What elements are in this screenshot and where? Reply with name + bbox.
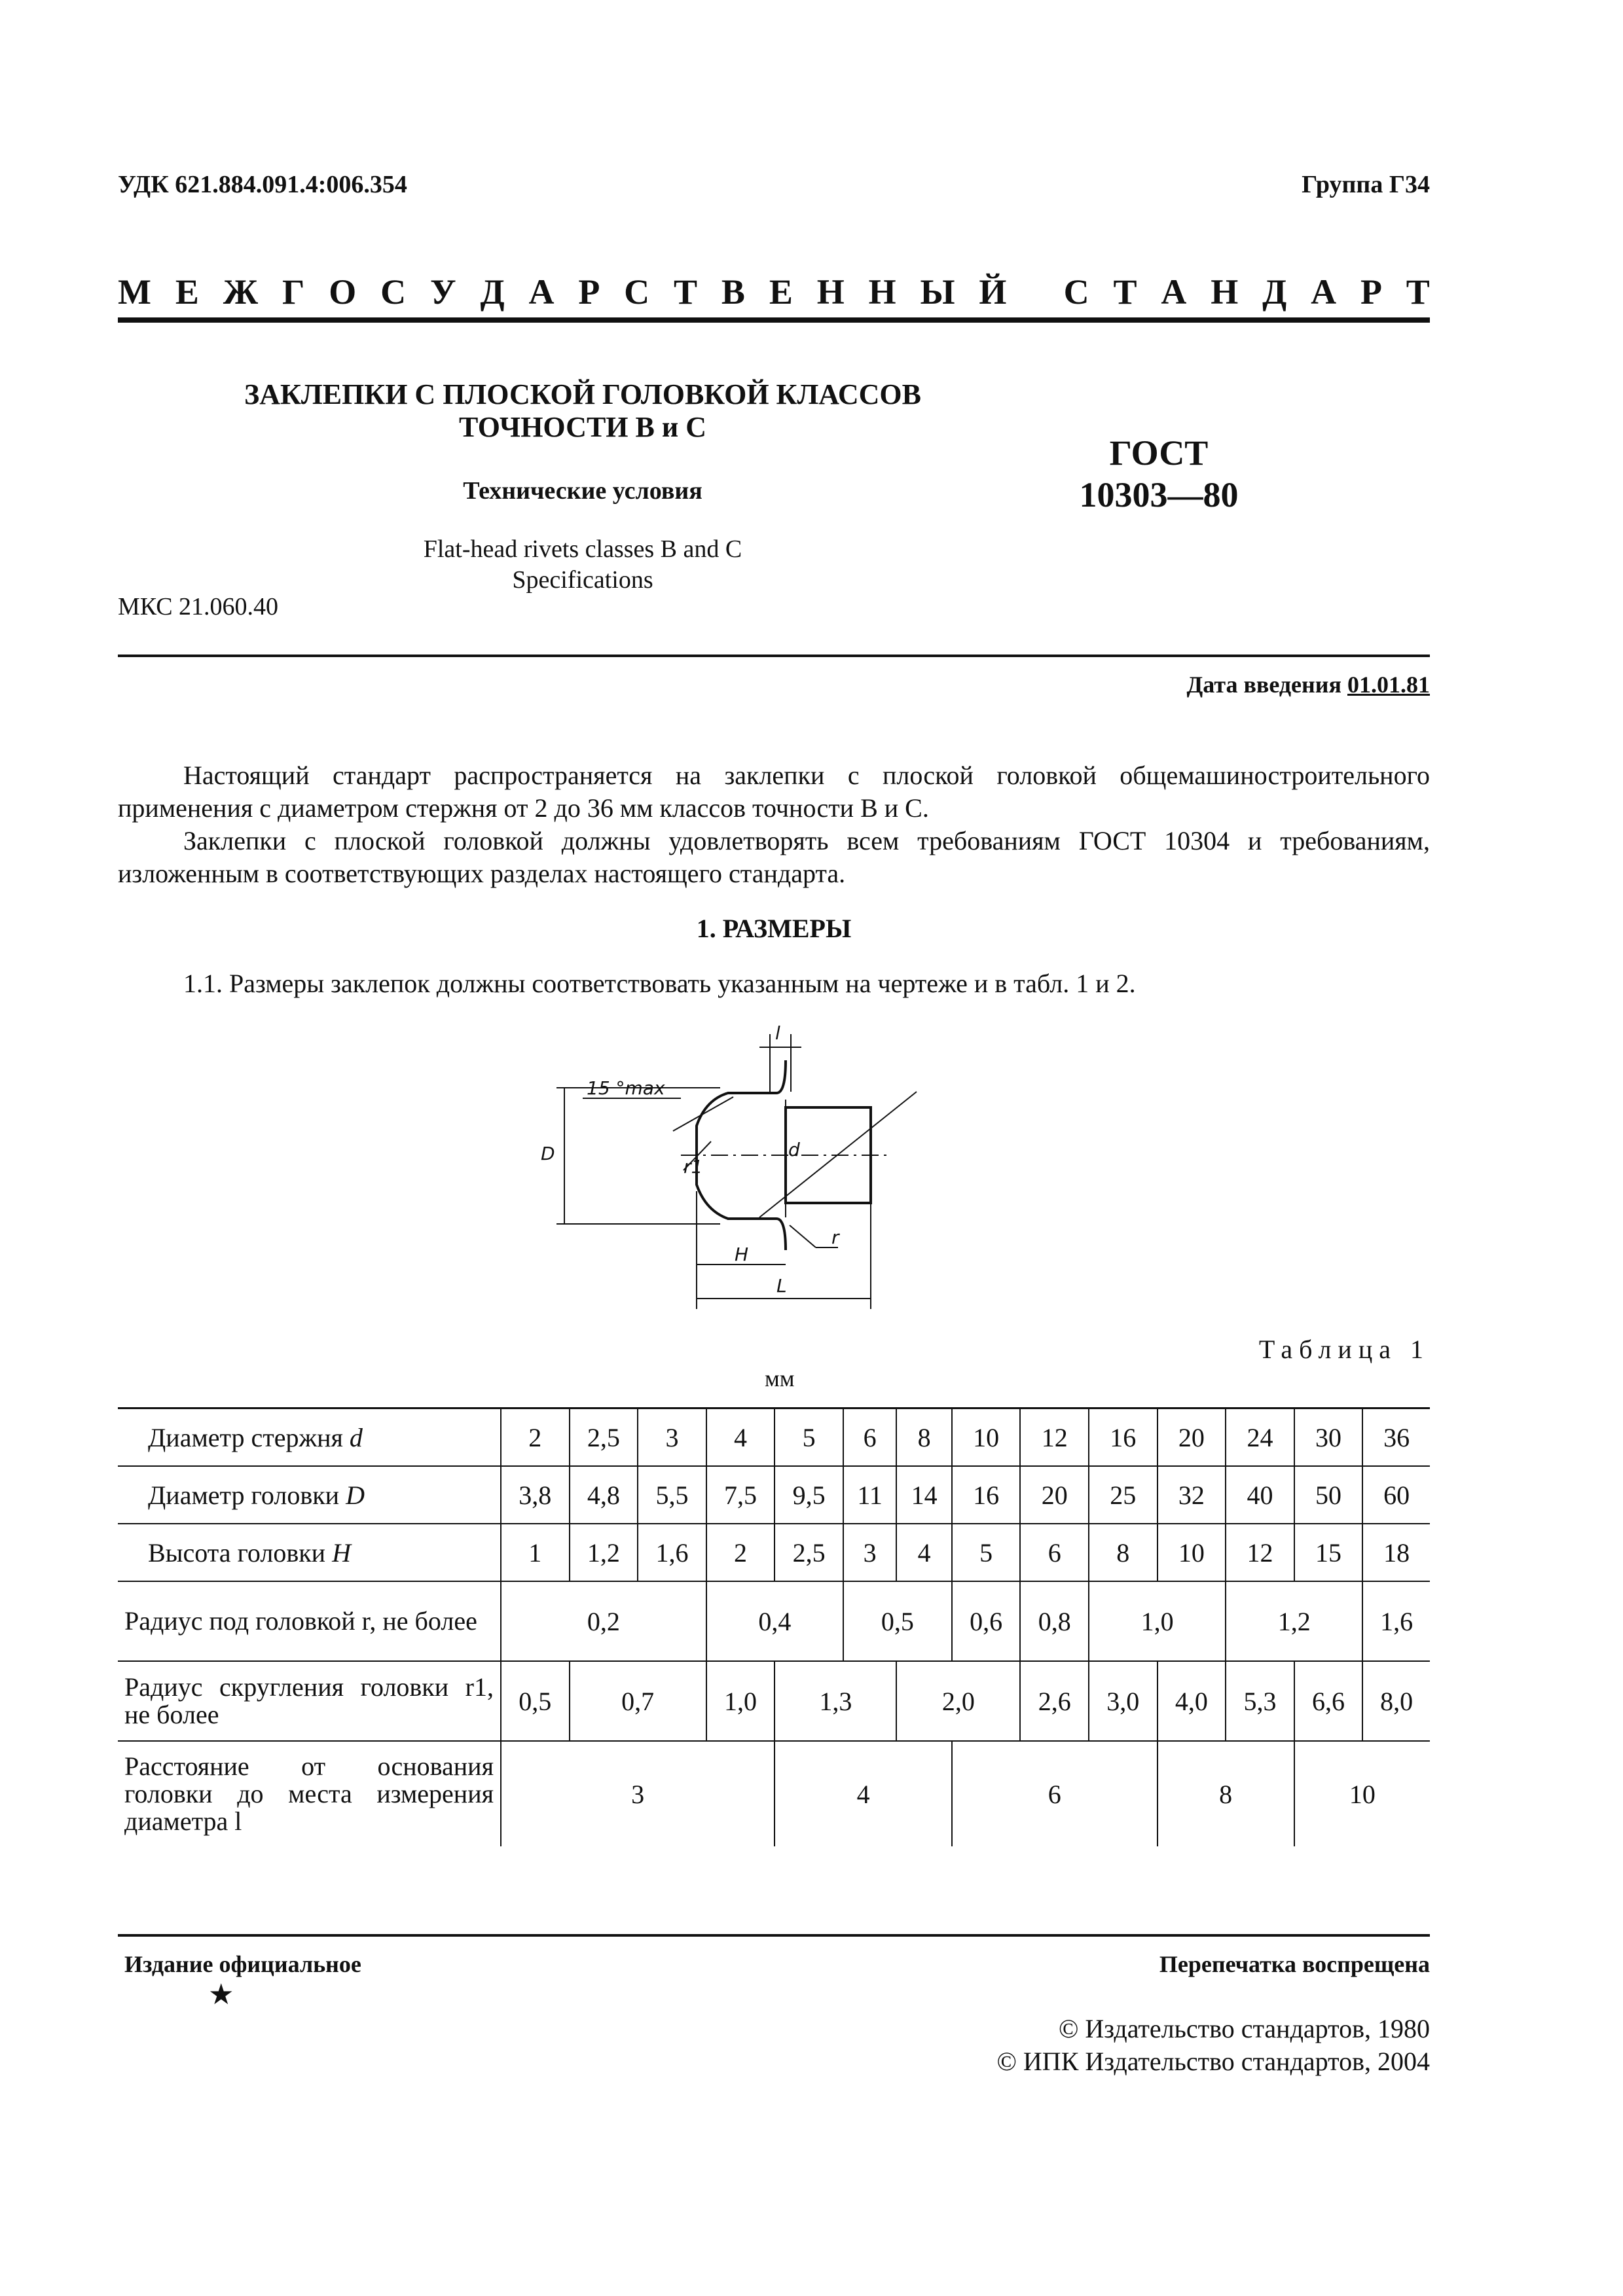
rivet-drawing (524, 1021, 1021, 1322)
row-label: Расстояние от основания головки до места измерения диаметра l (124, 1751, 494, 1836)
table-cell: 1 (501, 1524, 570, 1581)
table-cell: 6,6 (1294, 1661, 1363, 1741)
heading-letter: А (1311, 272, 1337, 312)
table-cell: 40 (1226, 1466, 1294, 1524)
table-cell: 3 (638, 1408, 706, 1467)
heading-letter: Т (674, 272, 698, 312)
table-cell: 5,5 (638, 1466, 706, 1524)
table-cell: 10 (952, 1408, 1021, 1467)
heading-letter: Ы (920, 272, 955, 312)
dim-r-leader (790, 1225, 816, 1247)
table-row (118, 1581, 1430, 1661)
table-cell: 20 (1158, 1408, 1226, 1467)
label-L: L (776, 1275, 787, 1297)
heading-letter: Ж (223, 272, 259, 312)
table-cell: 5 (775, 1408, 843, 1467)
table-cell: 0,6 (952, 1581, 1021, 1661)
heading-letter: Р (1360, 272, 1382, 312)
table-cell: 8 (1089, 1524, 1158, 1581)
table-cell: 0,5 (843, 1581, 952, 1661)
title-rule (118, 655, 1430, 657)
table-cell: 16 (1089, 1408, 1158, 1467)
table-cell: 32 (1158, 1466, 1226, 1524)
row-symbol: D (346, 1480, 365, 1510)
table-cell: 50 (1294, 1466, 1363, 1524)
table-cell: 6 (952, 1741, 1158, 1846)
table-cell: 0,7 (570, 1661, 706, 1741)
table-cell: 1,0 (706, 1661, 775, 1741)
table-cell: 2 (706, 1524, 775, 1581)
table-row (118, 1524, 1430, 1581)
heading-letter: Д (480, 272, 505, 312)
reprint-notice: Перепечатка воспрещена (1159, 1951, 1430, 1977)
dim-angle-line (673, 1097, 733, 1131)
table-cell: 8 (896, 1408, 951, 1467)
label-angle: 15 °max (587, 1077, 665, 1099)
table-cell: 4 (896, 1524, 951, 1581)
table-cell: 11 (843, 1466, 896, 1524)
heading-letter: Н (868, 272, 896, 312)
gost-designation (1008, 432, 1309, 516)
table-cell: 9,5 (775, 1466, 843, 1524)
label-r: r (831, 1227, 839, 1248)
table-cell: 4 (706, 1408, 775, 1467)
table-cell: 6 (1020, 1524, 1089, 1581)
copyright-2004: © ИПК Издательство стандартов, 2004 (996, 2047, 1430, 2076)
title-line-2: ТОЧНОСТИ В и С (459, 411, 706, 443)
table-cell: 1,2 (570, 1524, 638, 1581)
table-cell: 20 (1020, 1466, 1089, 1524)
row-label: Диаметр стержня d (148, 1422, 363, 1452)
table-cell: 10 (1294, 1741, 1430, 1846)
table-cell: 18 (1362, 1524, 1430, 1581)
table-cell: 5,3 (1226, 1661, 1294, 1741)
heading-letter: Р (578, 272, 600, 312)
table-cell: 3 (501, 1741, 775, 1846)
gost-label: ГОСТ (1109, 433, 1209, 473)
label-r1: r1 (684, 1156, 703, 1177)
section-heading-dimensions: 1. РАЗМЕРЫ (696, 914, 852, 943)
heading-letter: Г (282, 272, 305, 312)
english-title (255, 534, 910, 596)
english-title-line-1: Flat-head rivets classes B and C (423, 535, 742, 563)
table-cell: 4,0 (1158, 1661, 1226, 1741)
heading-letter: С (624, 272, 650, 312)
english-title-line-2: Specifications (512, 566, 653, 594)
table-cell: 12 (1020, 1408, 1089, 1467)
row-symbol: H (332, 1537, 351, 1568)
table-cell: 6 (843, 1408, 896, 1467)
table-unit: мм (765, 1365, 795, 1391)
table-cell: 60 (1362, 1466, 1430, 1524)
table-caption: Таблица 1 (1258, 1335, 1430, 1364)
table-cell: 1,6 (1362, 1581, 1430, 1661)
table-cell: 4 (775, 1741, 952, 1846)
table-cell: 0,4 (706, 1581, 843, 1661)
heading-letter: Т (1113, 272, 1137, 312)
table-cell: 3,0 (1089, 1661, 1158, 1741)
paragraph-requirements: Заклепки с плоской головкой должны удовлетворять всем требованиям ГОСТ 10304 и требованиям, изложенным в соответствующих разделах настоящего стандарта. (118, 826, 1430, 888)
copyright-1980: © Издательство стандартов, 1980 (1058, 2014, 1430, 2043)
header-rule (118, 317, 1430, 323)
heading-letter (1030, 272, 1040, 312)
table-cell: 3,8 (501, 1466, 570, 1524)
table-cell: 2,0 (896, 1661, 1020, 1741)
row-symbol: d (349, 1422, 363, 1452)
table-row (118, 1661, 1430, 1741)
heading-letter: Д (1262, 272, 1287, 312)
official-edition: Издание официальное (124, 1951, 361, 1977)
table-cell: 3 (843, 1524, 896, 1581)
heading-letter: А (528, 272, 555, 312)
table-cell: 8,0 (1362, 1661, 1430, 1741)
mks-code: МКС 21.060.40 (118, 593, 279, 620)
document-title (183, 378, 982, 444)
heading-letter: А (1161, 272, 1187, 312)
gost-number: 10303—80 (1079, 475, 1239, 514)
standard-type-heading (118, 272, 1430, 312)
row-label: Радиус скругления головки r1, не более (124, 1672, 494, 1729)
label-d: d (788, 1139, 800, 1160)
table-cell: 7,5 (706, 1466, 775, 1524)
table-cell: 24 (1226, 1408, 1294, 1467)
heading-letter: В (721, 272, 745, 312)
udk-code: УДК 621.884.091.4:006.354 (118, 171, 407, 198)
star-icon: ★ (208, 1979, 234, 2011)
rivet-dimensions-table (118, 1407, 1430, 1846)
group-code: Группа Г34 (1302, 171, 1430, 198)
table-row (118, 1408, 1430, 1467)
row-label: Высота головки H (148, 1537, 351, 1568)
introduction-date-value: 01.01.81 (1347, 672, 1430, 698)
copyright-block (997, 2013, 1430, 2078)
introduction-date (1187, 671, 1431, 698)
table-cell: 30 (1294, 1408, 1363, 1467)
heading-letter: С (380, 272, 407, 312)
table-cell: 25 (1089, 1466, 1158, 1524)
table-cell: 16 (952, 1466, 1021, 1524)
table-cell: 36 (1362, 1408, 1430, 1467)
heading-letter: Н (1211, 272, 1239, 312)
table-cell: 1,3 (775, 1661, 896, 1741)
paragraph-dimensions: 1.1. Размеры заклепок должны соответствовать указанным на чертеже и в табл. 1 и 2. (183, 969, 1136, 998)
table-cell: 14 (896, 1466, 951, 1524)
table-cell: 2,6 (1020, 1661, 1089, 1741)
table-cell: 10 (1158, 1524, 1226, 1581)
table-cell: 2,5 (570, 1408, 638, 1467)
heading-letter: М (118, 272, 151, 312)
heading-letter: Е (175, 272, 199, 312)
heading-letter: Н (816, 272, 845, 312)
table-cell: 2 (501, 1408, 570, 1467)
table-cell: 8 (1158, 1741, 1294, 1846)
label-l: l (775, 1022, 780, 1044)
rivet-head-fillet-bottom (776, 1219, 786, 1250)
title-line-1: ЗАКЛЕПКИ С ПЛОСКОЙ ГОЛОВКОЙ КЛАССОВ (244, 378, 921, 410)
introduction-date-label: Дата введения (1186, 672, 1341, 698)
table-cell: 0,5 (501, 1661, 570, 1741)
footer-rule (118, 1934, 1430, 1937)
label-D: D (541, 1143, 555, 1164)
table-cell: 0,2 (501, 1581, 706, 1661)
label-H: H (735, 1244, 749, 1265)
heading-letter: С (1063, 272, 1089, 312)
table-cell: 1,2 (1226, 1581, 1362, 1661)
table-cell: 15 (1294, 1524, 1363, 1581)
heading-letter: Е (769, 272, 793, 312)
row-label: Радиус под головкой r, не более (124, 1606, 477, 1636)
table-row (118, 1466, 1430, 1524)
rivet-head-fillet-top (776, 1060, 786, 1093)
row-label: Диаметр головки D (148, 1480, 365, 1510)
paragraph-scope: Настоящий стандарт распространяется на заклепки с плоской головкой общемашиностроительного применения с диаметром стержня от 2 до 36 мм классов точности В и С. (118, 761, 1430, 823)
table-cell: 5 (952, 1524, 1021, 1581)
table-cell: 2,5 (775, 1524, 843, 1581)
heading-letter: Т (1406, 272, 1430, 312)
heading-letter: У (429, 272, 456, 312)
heading-letter: Й (979, 272, 1007, 312)
table-cell: 1,6 (638, 1524, 706, 1581)
table-cell: 1,0 (1089, 1581, 1226, 1661)
heading-letter: О (329, 272, 357, 312)
table-cell: 12 (1226, 1524, 1294, 1581)
table-row (118, 1741, 1430, 1846)
document-subtitle: Технические условия (463, 477, 702, 505)
table-cell: 0,8 (1020, 1581, 1089, 1661)
table-cell: 4,8 (570, 1466, 638, 1524)
